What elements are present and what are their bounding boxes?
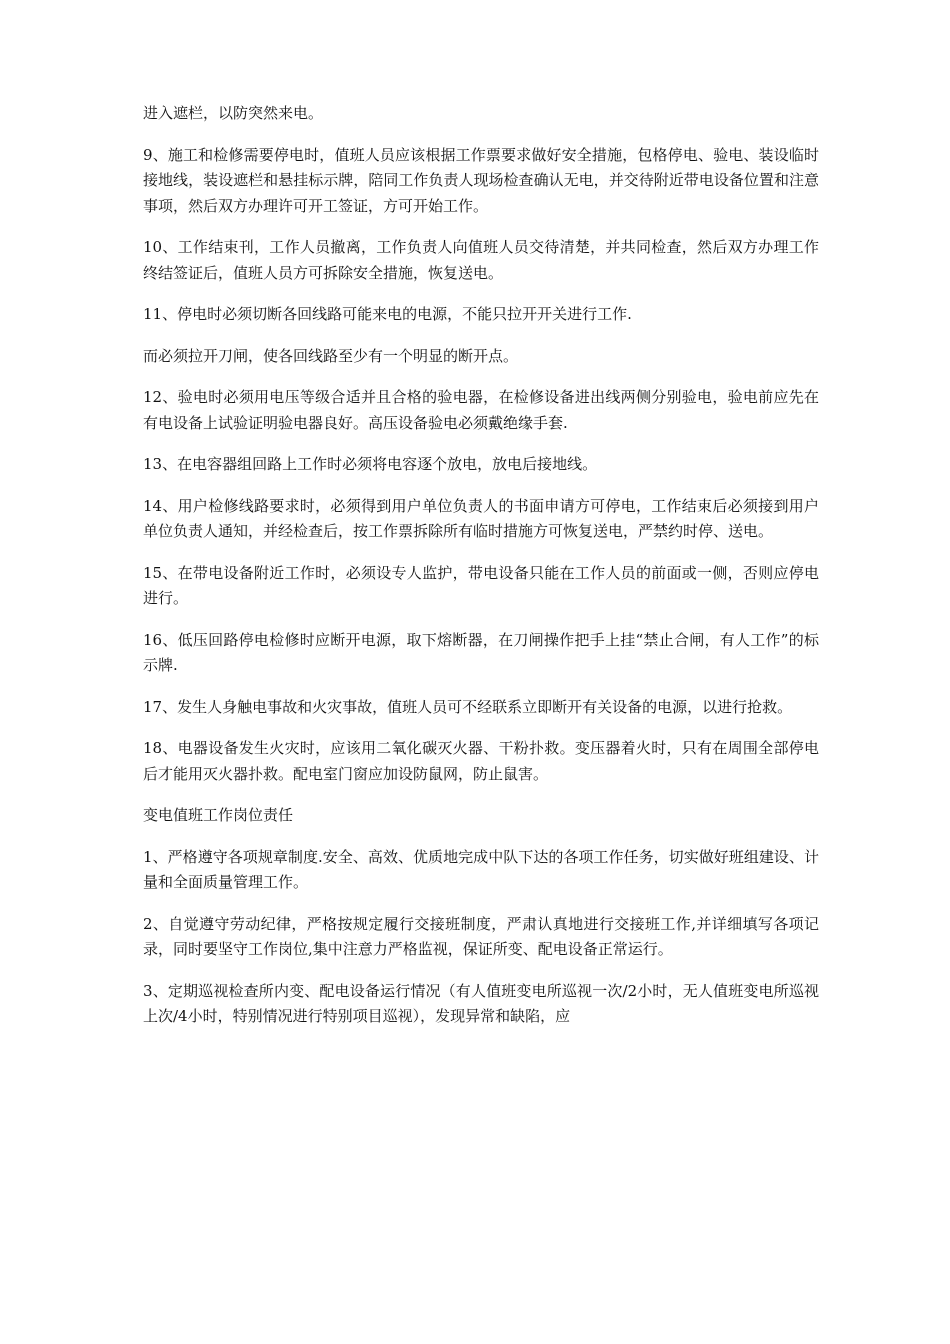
paragraph-1: 进入遮栏，以防突然来电。 — [143, 104, 324, 122]
paragraph-2: 9、施工和检修需要停电时，值班人员应该根据工作票要求做好安全措施，包格停电、验电、装设临时接地线，装设遮栏和悬挂标示牌，陪同工作负责人现场检查确认无电，并交待附近带电设备位置和注意事项，然后双方办理许可开工签证，方可开始工作。 — [143, 145, 819, 215]
document-body — [143, 101, 819, 1046]
paragraph-14: 1、严格遵守各项规章制度.安全、高效、优质地完成中队下达的各项工作任务，切实做好班组建设、计量和全面质量管理工作。 — [143, 847, 819, 891]
paragraph-5: 而必须拉开刀闸，使各回线路至少有一个明显的断开点。 — [143, 346, 519, 365]
paragraph-16: 3、定期巡视检查所内变、配电设备运行情况（有人值班变电所巡视一次/2小时，无人值班变电所巡视上次/4小时，特别情况进行特别项目巡视），发现异常和缺陷，应 — [143, 981, 819, 1025]
paragraph-7: 13、在电容器组回路上工作时必须将电容逐个放电，放电后接地线。 — [143, 455, 598, 473]
paragraph-9: 15、在带电设备附近工作时，必须设专人监护，带电设备只能在工作人员的前面或一侧，否则应停电进行。 — [143, 563, 819, 607]
section-heading: 变电值班工作岗位责任 — [143, 806, 294, 824]
paragraph-6: 12、验电时必须用电压等级合适并且合格的验电器，在检修设备进出线两侧分别验电，验电前应先在有电设备上试验证明验电器良好。高压设备验电必须戴绝缘手套. — [143, 388, 819, 432]
paragraph-15: 2、自觉遵守劳动纪律，严格按规定履行交接班制度，严肃认真地进行交接班工作,并详细填写各项记录，同时要坚守工作岗位,集中注意力严格监视，保证所变、配电设备正常运行。 — [143, 914, 819, 958]
paragraph-4: 11、停电时必须切断各回线路可能来电的电源，不能只拉开开关进行工作. — [143, 305, 632, 323]
paragraph-3: 10、工作结束刊，工作人员撤离，工作负责人向值班人员交待清楚，并共同检查，然后双方办理工作终结签证后，值班人员方可拆除安全措施，恢复送电。 — [143, 238, 819, 282]
paragraph-12: 18、电器设备发生火灾时，应该用二氧化碳灭火器、干粉扑救。变压器着火时，只有在周围全部停电后才能用灭火器扑救。配电室门窗应加设防鼠网，防止鼠害。 — [143, 739, 819, 783]
paragraph-8: 14、用户检修线路要求时，必须得到用户单位负责人的书面申请方可停电，工作结束后必须接到用户单位负责人通知，并经检查后，按工作票拆除所有临时措施方可恢复送电，严禁约时停、送电。 — [143, 496, 819, 540]
paragraph-11: 17、发生人身触电事故和火灾事故，值班人员可不经联系立即断开有关设备的电源，以进行抢救。 — [143, 697, 793, 716]
paragraph-10: 16、低压回路停电检修时应断开电源，取下熔断器，在刀闸操作把手上挂“禁止合闸，有人工作”的标示牌. — [143, 630, 819, 674]
